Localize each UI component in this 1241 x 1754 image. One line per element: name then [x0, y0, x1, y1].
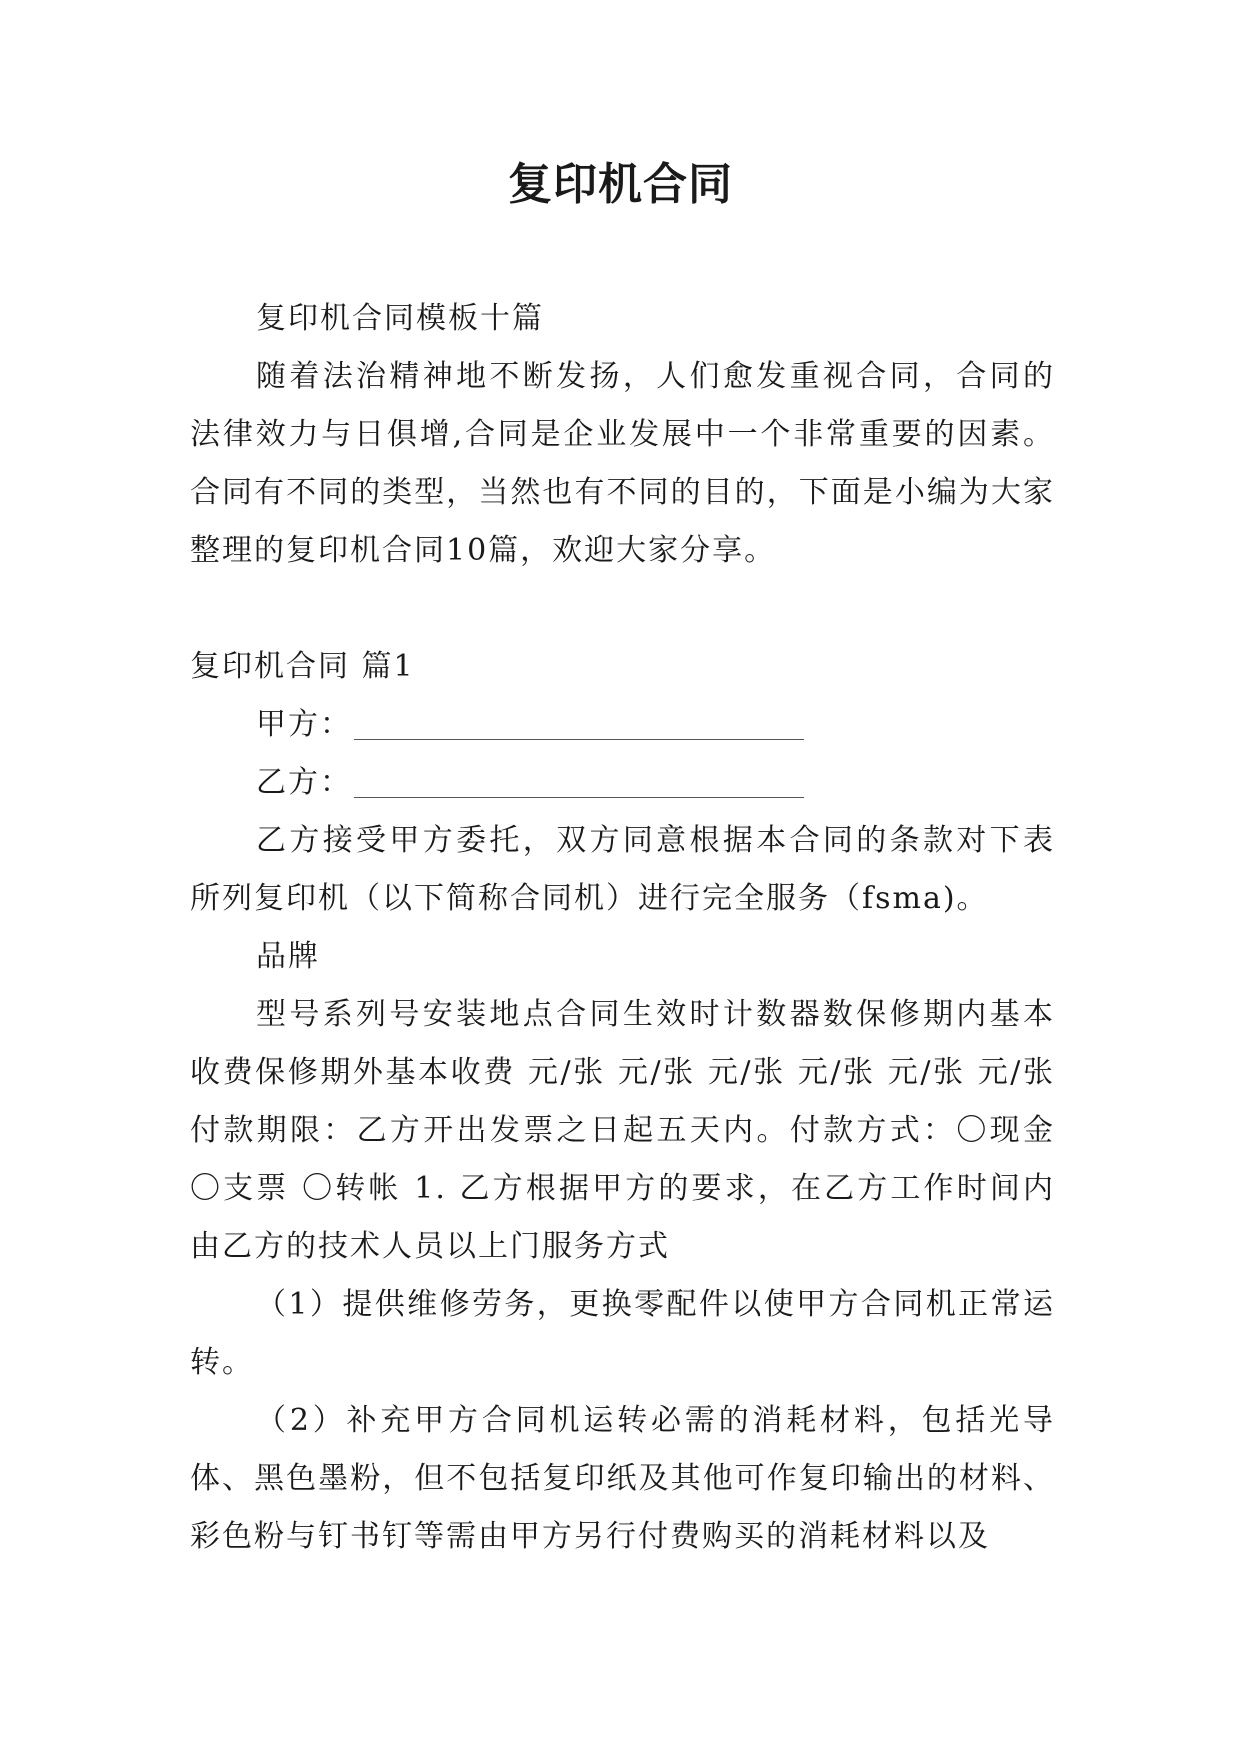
table-paragraph: 型号系列号安装地点合同生效时计数器数保修期内基本收费保修期外基本收费 元/张 元/张 元/张 元/张 元/张 元/张付款期限：乙方开出发票之日起五天内。付款方式：〇现金 〇支票 〇转帐 1. 乙方根据甲方的要求，在乙方工作时间内由乙方的技术人员以上门服务方式	[190, 997, 1055, 1264]
entrust-paragraph: 乙方接受甲方委托，双方同意根据本合同的条款对下表所列复印机（以下简称合同机）进行完全服务（fsma)。	[190, 823, 1055, 916]
brand-paragraph: 品牌	[256, 939, 320, 974]
party-b-label: 乙方：	[256, 765, 352, 800]
party-a-line	[190, 696, 1055, 754]
item-2-paragraph: （2）补充甲方合同机运转必需的消耗材料，包括光导体、黑色墨粉，但不包括复印纸及其他可作复印输出的材料、彩色粉与钉书钉等需由甲方另行付费购买的消耗材料以及	[190, 1403, 1055, 1554]
party-a-label: 甲方：	[256, 707, 352, 742]
intro-paragraph: 随着法治精神地不断发扬，人们愈发重视合同，合同的法律效力与日俱增,合同是企业发展中一个非常重要的因素。合同有不同的类型，当然也有不同的目的，下面是小编为大家整理的复印机合同10篇，欢迎大家分享。	[190, 359, 1055, 568]
party-a-blank	[354, 699, 804, 740]
section-heading: 复印机合同 篇1	[190, 649, 415, 684]
party-b-line	[190, 754, 1055, 812]
spacer	[190, 580, 1055, 638]
intro-heading: 复印机合同模板十篇	[256, 301, 544, 336]
document-title: 复印机合同	[508, 159, 733, 210]
party-b-blank	[354, 757, 804, 798]
document-body	[190, 290, 1055, 1566]
item-1-paragraph: （1）提供维修劳务，更换零配件以使甲方合同机正常运转。	[190, 1287, 1055, 1380]
